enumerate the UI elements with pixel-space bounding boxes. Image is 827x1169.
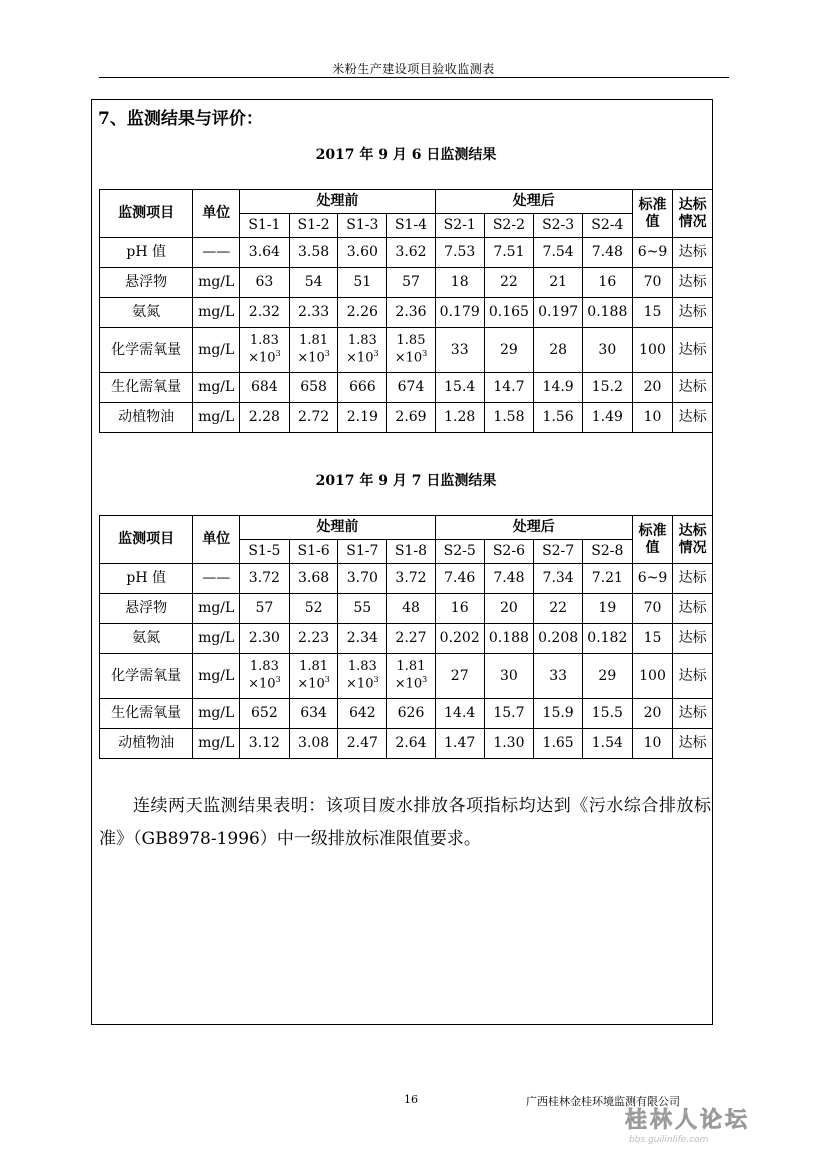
before-value: 3.58	[289, 238, 338, 268]
header-compliance-line: 情况	[678, 539, 707, 556]
unit-cell: mg/L	[193, 373, 240, 403]
sci-exponent: 3	[324, 674, 330, 684]
after-value: 0.188	[582, 298, 632, 328]
header-before: 处理前	[240, 516, 436, 540]
before-value: 2.72	[289, 403, 338, 433]
after-value: 22	[534, 594, 583, 624]
table-row	[100, 564, 713, 594]
after-value: 7.48	[582, 238, 632, 268]
after-value: 7.48	[484, 564, 534, 594]
sci-base: ×10	[297, 350, 325, 366]
sci-mantissa: 1.83	[249, 658, 279, 674]
unit-cell: mg/L	[193, 654, 240, 699]
standard-value: 15	[632, 624, 673, 654]
before-value	[338, 328, 387, 373]
compliance-value: 达标	[673, 238, 713, 268]
standard-value: 70	[632, 268, 673, 298]
table-row	[100, 298, 713, 328]
unit-cell: mg/L	[193, 729, 240, 759]
sci-exponent: 3	[275, 674, 281, 684]
before-value: 652	[240, 699, 290, 729]
results-table	[99, 189, 713, 433]
standard-value: 10	[632, 403, 673, 433]
sci-exponent-line	[338, 675, 386, 692]
compliance-value: 达标	[673, 564, 713, 594]
compliance-value: 达标	[673, 654, 713, 699]
monitoring-item: 氨氮	[100, 624, 193, 654]
before-value: 666	[338, 373, 387, 403]
after-value: 15.7	[484, 699, 534, 729]
watermark-logo	[625, 1105, 785, 1145]
before-value: 3.72	[387, 564, 436, 594]
before-value	[387, 328, 436, 373]
sci-exponent-line	[290, 349, 338, 366]
sci-exponent-line	[387, 675, 435, 692]
after-value: 0.197	[534, 298, 583, 328]
unit-cell: mg/L	[193, 403, 240, 433]
unit-cell: mg/L	[193, 624, 240, 654]
sampling-point-after: S2-7	[534, 540, 583, 564]
before-value: 2.19	[338, 403, 387, 433]
before-value: 3.70	[338, 564, 387, 594]
after-value: 1.47	[435, 729, 484, 759]
after-value: 0.202	[435, 624, 484, 654]
header-standard-line: 标准	[638, 523, 667, 540]
before-value: 658	[289, 373, 338, 403]
sci-base: ×10	[394, 350, 423, 366]
monitoring-item: 动植物油	[100, 403, 193, 433]
sci-exponent: 3	[373, 348, 379, 358]
sampling-point-before: S1-5	[240, 540, 290, 564]
unit-cell: mg/L	[193, 268, 240, 298]
monitoring-item: 氨氮	[100, 298, 193, 328]
header-unit: 单位	[193, 516, 240, 564]
header-compliance-line: 达标	[678, 197, 707, 214]
before-value: 2.26	[338, 298, 387, 328]
sci-mantissa: 1.83	[347, 658, 377, 674]
after-value: 1.65	[534, 729, 583, 759]
header-compliance	[673, 516, 713, 564]
compliance-value: 达标	[673, 699, 713, 729]
monitoring-item: 悬浮物	[100, 268, 193, 298]
before-value: 51	[338, 268, 387, 298]
header-compliance	[673, 190, 713, 238]
header-standard	[632, 516, 673, 564]
before-value: 2.23	[289, 624, 338, 654]
sci-exponent-line	[338, 349, 386, 366]
page-number: 16	[404, 1093, 418, 1106]
before-value	[338, 654, 387, 699]
after-value: 1.56	[534, 403, 583, 433]
standard-value: 15	[632, 298, 673, 328]
header-compliance-line: 达标	[678, 523, 707, 540]
compliance-value: 达标	[673, 403, 713, 433]
before-value: 626	[387, 699, 436, 729]
standard-value: 6~9	[632, 564, 673, 594]
sci-base: ×10	[248, 350, 276, 366]
monitoring-item: 悬浮物	[100, 594, 193, 624]
after-value: 27	[435, 654, 484, 699]
before-value: 2.47	[338, 729, 387, 759]
compliance-value: 达标	[673, 594, 713, 624]
unit-cell: mg/L	[193, 699, 240, 729]
conclusion-paragraph: 连续两天监测结果表明：该项目废水排放各项指标均达到《污水综合排放标准》（GB8978-1996）中一级排放标准限值要求。	[99, 796, 711, 849]
sci-mantissa: 1.83	[347, 332, 377, 348]
after-value: 14.7	[484, 373, 534, 403]
after-value: 15.9	[534, 699, 583, 729]
before-value: 3.62	[387, 238, 436, 268]
table-row	[100, 594, 713, 624]
results-table	[99, 515, 713, 759]
compliance-value: 达标	[673, 328, 713, 373]
sci-base: ×10	[394, 676, 423, 692]
sampling-point-before: S1-3	[338, 214, 387, 238]
monitoring-item: 化学需氧量	[100, 654, 193, 699]
after-value: 30	[582, 328, 632, 373]
before-value	[240, 328, 290, 373]
unit-cell: mg/L	[193, 328, 240, 373]
sampling-point-after: S2-8	[582, 540, 632, 564]
sampling-point-before: S1-7	[338, 540, 387, 564]
header-item: 监测项目	[100, 516, 193, 564]
before-value: 52	[289, 594, 338, 624]
before-value: 3.60	[338, 238, 387, 268]
header-standard	[632, 190, 673, 238]
header-divider	[99, 77, 729, 78]
after-value: 15.4	[435, 373, 484, 403]
before-value: 3.12	[240, 729, 290, 759]
after-value: 7.34	[534, 564, 583, 594]
unit-cell: ——	[193, 564, 240, 594]
before-value	[387, 654, 436, 699]
watermark-url: bbs.guilinlife.com	[629, 1135, 709, 1145]
sampling-point-after: S2-4	[582, 214, 632, 238]
before-value: 2.64	[387, 729, 436, 759]
sci-exponent-line	[387, 349, 435, 366]
monitoring-item: pH 值	[100, 564, 193, 594]
before-value: 57	[240, 594, 290, 624]
sci-base: ×10	[248, 676, 276, 692]
table-row	[100, 624, 713, 654]
standard-value: 20	[632, 699, 673, 729]
sampling-point-after: S2-2	[484, 214, 534, 238]
sci-base: ×10	[346, 676, 374, 692]
sci-exponent: 3	[422, 674, 428, 684]
after-value: 33	[435, 328, 484, 373]
after-value: 14.4	[435, 699, 484, 729]
before-value: 57	[387, 268, 436, 298]
before-value: 3.64	[240, 238, 290, 268]
after-value: 0.188	[484, 624, 534, 654]
after-value: 21	[534, 268, 583, 298]
standard-value: 6~9	[632, 238, 673, 268]
sampling-point-after: S2-5	[435, 540, 484, 564]
after-value: 0.165	[484, 298, 534, 328]
after-value: 22	[484, 268, 534, 298]
table-row	[100, 238, 713, 268]
sampling-point-before: S1-4	[387, 214, 436, 238]
after-value: 14.9	[534, 373, 583, 403]
sci-mantissa: 1.81	[299, 332, 329, 348]
before-value: 2.32	[240, 298, 290, 328]
before-value: 684	[240, 373, 290, 403]
before-value: 2.27	[387, 624, 436, 654]
sci-exponent-line	[240, 675, 289, 692]
standard-value: 100	[632, 654, 673, 699]
before-value: 54	[289, 268, 338, 298]
header-standard-line: 值	[645, 213, 660, 230]
before-value: 2.69	[387, 403, 436, 433]
before-value: 634	[289, 699, 338, 729]
header-after: 处理后	[435, 190, 632, 214]
sci-base: ×10	[346, 350, 374, 366]
after-value: 29	[582, 654, 632, 699]
section-title: 7、监测结果与评价：	[98, 109, 263, 129]
sampling-point-before: S1-6	[289, 540, 338, 564]
before-value: 3.08	[289, 729, 338, 759]
sampling-point-before: S1-2	[289, 214, 338, 238]
before-value	[289, 328, 338, 373]
table-row	[100, 729, 713, 759]
header-compliance-line: 情况	[678, 213, 707, 230]
after-value: 16	[582, 268, 632, 298]
sci-exponent: 3	[422, 348, 428, 358]
before-value: 674	[387, 373, 436, 403]
after-value: 19	[582, 594, 632, 624]
before-value: 2.30	[240, 624, 290, 654]
header-row	[100, 516, 713, 540]
table-row	[100, 268, 713, 298]
table-row	[100, 654, 713, 699]
monitoring-item: pH 值	[100, 238, 193, 268]
after-value: 29	[484, 328, 534, 373]
after-value: 7.21	[582, 564, 632, 594]
after-value: 28	[534, 328, 583, 373]
before-value: 48	[387, 594, 436, 624]
after-value: 15.2	[582, 373, 632, 403]
compliance-value: 达标	[673, 373, 713, 403]
compliance-value: 达标	[673, 298, 713, 328]
header-row	[100, 190, 713, 214]
before-value: 2.34	[338, 624, 387, 654]
header-unit: 单位	[193, 190, 240, 238]
before-value: 2.33	[289, 298, 338, 328]
table-caption: 2017 年 9 月 6 日监测结果	[315, 147, 497, 163]
sampling-point-after: S2-3	[534, 214, 583, 238]
header-before: 处理前	[240, 190, 436, 214]
monitoring-item: 动植物油	[100, 729, 193, 759]
sampling-point-after: S2-6	[484, 540, 534, 564]
before-value: 2.36	[387, 298, 436, 328]
after-value: 1.30	[484, 729, 534, 759]
compliance-value: 达标	[673, 268, 713, 298]
standard-value: 10	[632, 729, 673, 759]
after-value: 1.54	[582, 729, 632, 759]
after-value: 18	[435, 268, 484, 298]
header-after: 处理后	[435, 516, 632, 540]
monitoring-item: 生化需氧量	[100, 373, 193, 403]
after-value: 0.179	[435, 298, 484, 328]
sci-exponent: 3	[373, 674, 379, 684]
sci-exponent-line	[240, 349, 289, 366]
before-value	[240, 654, 290, 699]
before-value: 3.72	[240, 564, 290, 594]
table-caption: 2017 年 9 月 7 日监测结果	[315, 473, 497, 489]
standard-value: 100	[632, 328, 673, 373]
after-value: 30	[484, 654, 534, 699]
before-value: 55	[338, 594, 387, 624]
unit-cell: ——	[193, 238, 240, 268]
monitoring-item: 生化需氧量	[100, 699, 193, 729]
page-header-title: 米粉生产建设项目验收监测表	[332, 62, 495, 76]
sampling-point-after: S2-1	[435, 214, 484, 238]
compliance-value: 达标	[673, 624, 713, 654]
sci-mantissa: 1.81	[396, 658, 426, 674]
before-value: 63	[240, 268, 290, 298]
table-row	[100, 403, 713, 433]
unit-cell: mg/L	[193, 298, 240, 328]
before-value	[289, 654, 338, 699]
sci-mantissa: 1.85	[396, 332, 426, 348]
before-value: 2.28	[240, 403, 290, 433]
after-value: 7.53	[435, 238, 484, 268]
header-item: 监测项目	[100, 190, 193, 238]
standard-value: 70	[632, 594, 673, 624]
after-value: 1.58	[484, 403, 534, 433]
sci-exponent: 3	[275, 348, 281, 358]
header-standard-line: 值	[645, 539, 660, 556]
sci-exponent-line	[290, 675, 338, 692]
after-value: 7.46	[435, 564, 484, 594]
monitoring-item: 化学需氧量	[100, 328, 193, 373]
sampling-point-before: S1-8	[387, 540, 436, 564]
unit-cell: mg/L	[193, 594, 240, 624]
table-row	[100, 328, 713, 373]
after-value: 1.28	[435, 403, 484, 433]
after-value: 0.182	[582, 624, 632, 654]
sampling-point-before: S1-1	[240, 214, 290, 238]
after-value: 33	[534, 654, 583, 699]
after-value: 7.54	[534, 238, 583, 268]
company-name: 广西桂林金桂环境监测有限公司	[526, 1095, 680, 1108]
after-value: 1.49	[582, 403, 632, 433]
before-value: 3.68	[289, 564, 338, 594]
after-value: 20	[484, 594, 534, 624]
table-row	[100, 699, 713, 729]
sci-base: ×10	[297, 676, 325, 692]
compliance-value: 达标	[673, 729, 713, 759]
after-value: 15.5	[582, 699, 632, 729]
sci-exponent: 3	[324, 348, 330, 358]
before-value: 642	[338, 699, 387, 729]
watermark-text: 桂林人论坛	[625, 1108, 751, 1133]
standard-value: 20	[632, 373, 673, 403]
table-row	[100, 373, 713, 403]
after-value: 0.208	[534, 624, 583, 654]
sci-mantissa: 1.81	[299, 658, 329, 674]
after-value: 7.51	[484, 238, 534, 268]
after-value: 16	[435, 594, 484, 624]
header-standard-line: 标准	[638, 197, 667, 214]
sci-mantissa: 1.83	[249, 332, 279, 348]
